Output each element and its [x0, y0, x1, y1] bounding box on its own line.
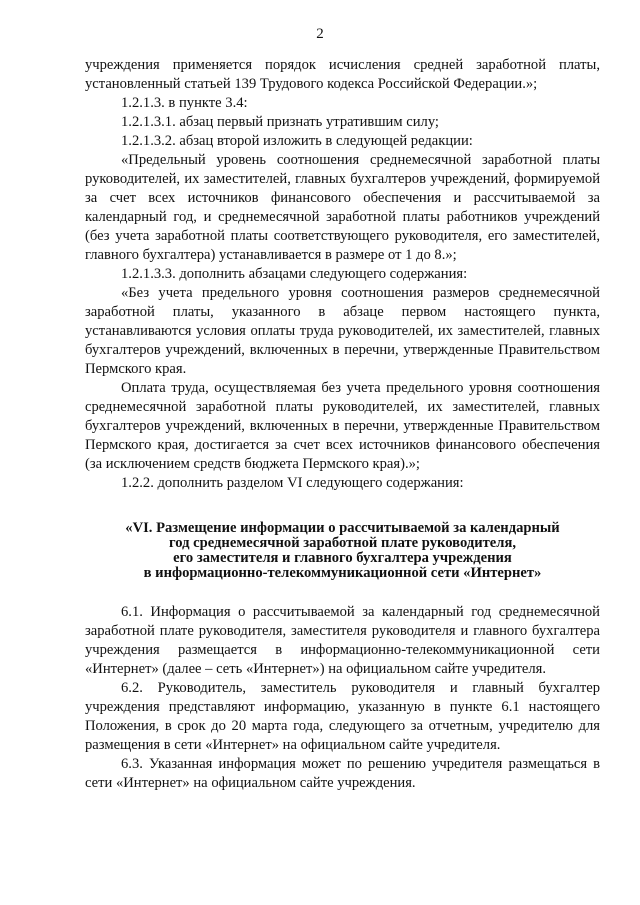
paragraph-quote-limit-level: «Предельный уровень соотношения среднемесячной заработной платы руководителей, их заместителей, главных бухгалтеров учреждений, формируемой за счет всех источников финансового обеспечения и рассчитываемой за календарный год, и среднемесячной заработной платы работников учреждений (без учета заработной платы соответствующего руководителя, его заместителей, главного бухгалтера) устанавливается в размере от 1 до 8.»; [85, 152, 600, 263]
paragraph-item-1-2-1-3-2: 1.2.1.3.2. абзац второй изложить в следующей редакции: [121, 133, 473, 149]
document-body [85, 56, 600, 793]
paragraph-item-6-2: 6.2. Руководитель, заместитель руководителя и главный бухгалтер учреждения представляют информацию, указанную в пункте 6.1 настоящего Положения, в срок до 20 марта года, следующего за отчетным, учредителю для размещения в сети «Интернет» на официальном сайте учредителя. [85, 680, 600, 753]
section-heading-line: в информационно-телекоммуникационной сети «Интернет» [143, 565, 542, 581]
paragraph-item-6-1: 6.1. Информация о рассчитываемой за календарный год среднемесячной заработной плате руководителя, заместителя руководителя и главного бухгалтера учреждения размещается в информационно-телекоммуникационной сети «Интернет» (далее – сеть «Интернет») на официальном сайте учредителя. [85, 604, 600, 677]
paragraph-item-6-3: 6.3. Указанная информация может по решению учредителя размещаться в сети «Интернет» на официальном сайте учреждения. [85, 756, 600, 791]
section-heading-line: год среднемесячной заработной плате руководителя, [169, 535, 516, 551]
paragraph-item-1-2-1-3: 1.2.1.3. в пункте 3.4: [121, 95, 248, 111]
paragraph-item-1-2-1-3-3: 1.2.1.3.3. дополнить абзацами следующего содержания: [121, 266, 468, 282]
page-number: 2 [316, 26, 324, 42]
section-heading-line: «VI. Размещение информации о рассчитываемой за календарный [125, 520, 560, 536]
section-heading-line: его заместителя и главного бухгалтера учреждения [173, 550, 512, 566]
paragraph-quote-payment: Оплата труда, осуществляемая без учета предельного уровня соотношения среднемесячной заработной платы руководителей, их заместителей, главных бухгалтеров учреждений, включенных в перечни, утвержденные Правительством Пермского края, достигается за счет всех источников финансового обеспечения (за исключением средств бюджета Пермского края).»; [85, 380, 600, 472]
section-heading [85, 521, 600, 581]
paragraph-quote-without-limit: «Без учета предельного уровня соотношения размеров среднемесячной заработной платы, указанного в абзаце первом настоящего пункта, устанавливаются условия оплаты труда руководителей, их заместителей, главных бухгалтеров учреждений, включенных в перечни, утвержденные Правительством Пермского края. [85, 285, 600, 377]
paragraph-item-1-2-1-3-1: 1.2.1.3.1. абзац первый признать утратившим силу; [121, 114, 439, 130]
paragraph-continuation: учреждения применяется порядок исчисления средней заработной платы, установленный статьей 139 Трудового кодекса Российской Федерации.»; [85, 57, 600, 92]
paragraph-item-1-2-2: 1.2.2. дополнить разделом VI следующего содержания: [121, 475, 464, 491]
